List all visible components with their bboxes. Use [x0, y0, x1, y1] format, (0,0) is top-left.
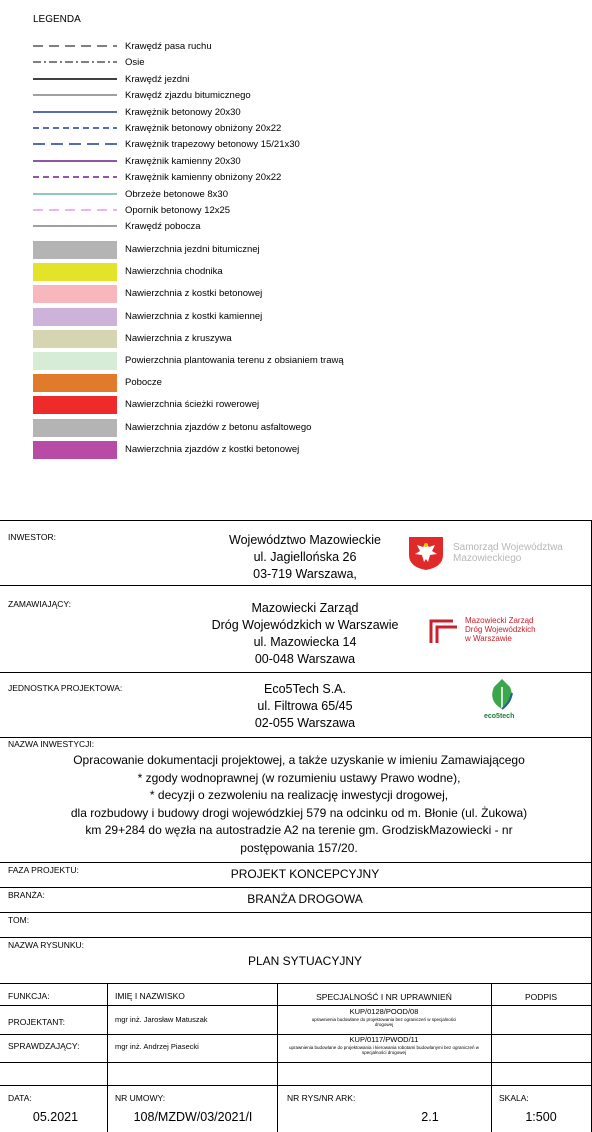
investment-line: postępowania 157/20.	[240, 840, 358, 855]
legend-fill-item	[33, 396, 573, 414]
fill-swatch	[33, 263, 117, 281]
logo-text: Samorząd Województwa	[453, 542, 563, 553]
leaf-icon	[480, 679, 524, 713]
divider	[0, 1062, 592, 1063]
legend-fill-label: Nawierzchnia z kostki betonowej	[125, 288, 263, 300]
investment-line: km 29+284 do węzła na autostradzie A2 na terenie gm. GrodziskMazowiecki - nr	[85, 823, 513, 837]
fill-swatch	[33, 285, 117, 303]
logo-text: Mazowieckiego	[453, 553, 522, 564]
drawing-label: NAZWA RYSUNKU:	[8, 940, 85, 950]
investment-line: * decyzji o zezwoleniu na realizację inwestycji drogowej,	[149, 788, 449, 802]
legend-fill-item	[33, 308, 573, 326]
client-name-2: Dróg Wojewódzkich w Warszawie	[211, 618, 399, 632]
col-header-signature: PODPIS	[524, 992, 558, 1002]
logo-text: Mazowiecki Zarząd	[465, 616, 534, 625]
scale-value: 1:500	[525, 1110, 557, 1124]
client-name: Mazowiecki Zarząd	[251, 601, 359, 615]
date-label: DATA:	[8, 1093, 32, 1103]
line-style-icon	[33, 206, 117, 214]
contract-value: 108/MZDW/03/2021/I	[133, 1110, 253, 1124]
legend-line-label: Krawężnik betonowy obniżony 20x22	[125, 123, 282, 134]
legend-line-item	[33, 137, 573, 153]
col-header-permit: SPECJALNOŚĆ I NR UPRAWNIEŃ	[316, 992, 452, 1002]
legend-line-label: Osie	[125, 57, 145, 69]
line-style-icon	[33, 124, 117, 132]
road-sign-icon	[427, 613, 461, 645]
legend-fill-item	[33, 241, 573, 259]
col-header-function: FUNKCJA:	[8, 991, 50, 1001]
fill-swatch	[33, 441, 117, 459]
legend-line-item	[33, 72, 573, 88]
legend-fill-label: Nawierzchnia z kruszywa	[125, 332, 232, 344]
divider	[0, 1085, 592, 1086]
line-style-icon	[33, 42, 117, 50]
designer-street: ul. Filtrowa 65/45	[257, 699, 353, 713]
investor-address	[190, 532, 420, 583]
divider	[0, 672, 592, 673]
legend-line-item	[33, 39, 573, 55]
fill-swatch	[33, 330, 117, 348]
divider	[107, 983, 108, 1085]
fill-swatch	[33, 419, 117, 437]
client-address	[180, 600, 430, 668]
branch-label: BRANŻA:	[8, 890, 45, 900]
legend-fill-item	[33, 441, 573, 459]
legend-line-label: Krawędź pobocza	[125, 221, 201, 233]
row-name: mgr inż. Andrzej Piasecki	[115, 1042, 199, 1051]
legend-fill-item	[33, 352, 573, 370]
legend-line-item	[33, 55, 573, 71]
fill-swatch	[33, 352, 117, 370]
legend-fill-item	[33, 330, 573, 348]
legend-line-label: Krawężnik kamienny 20x30	[125, 155, 241, 167]
fill-swatch	[33, 241, 117, 259]
line-style-icon	[33, 157, 117, 165]
investor-city: 03-719 Warszawa,	[253, 567, 357, 581]
legend-line-item	[33, 187, 573, 203]
fill-swatch	[33, 396, 117, 414]
eagle-shield-icon	[407, 535, 445, 571]
sheet-label: NR RYS/NR ARK:	[287, 1093, 356, 1103]
fill-swatch	[33, 308, 117, 326]
legend-fill-label: Pobocze	[125, 377, 162, 389]
row-function: SPRAWDZAJĄCY:	[8, 1041, 80, 1051]
legend-fill-label: Nawierzchnia zjazdów z kostki betonowej	[125, 443, 300, 455]
divider	[0, 737, 592, 738]
designer-label: JEDNOSTKA PROJEKTOWA:	[8, 683, 123, 693]
divider	[0, 983, 592, 984]
row-function: PROJEKTANT:	[8, 1017, 65, 1027]
mzdw-logo	[427, 613, 587, 649]
divider	[107, 1085, 108, 1132]
row-permit: KUP/0117/PWOD/11	[349, 1035, 419, 1044]
legend-line-label: Krawędź pasa ruchu	[125, 41, 212, 52]
legend-fill-item	[33, 374, 573, 392]
divider	[0, 862, 592, 863]
legend-fill-item	[33, 285, 573, 303]
row-name: mgr inż. Jarosław Matuszak	[115, 1015, 208, 1024]
legend-line-label: Krawężnik kamienny obniżony 20x22	[125, 172, 282, 184]
investor-name: Województwo Mazowieckie	[229, 533, 381, 547]
legend-line-label: Krawędź jezdni	[125, 73, 190, 85]
client-city: 00-048 Warszawa	[254, 652, 356, 666]
scale-label: SKALA:	[499, 1093, 529, 1103]
divider	[0, 912, 592, 913]
designer-address	[205, 681, 405, 732]
col-header-name: IMIĘ I NAZWISKO	[115, 991, 185, 1001]
investment-label: NAZWA INWESTYCJI:	[8, 739, 95, 749]
line-style-icon	[33, 190, 117, 198]
drawing-value: PLAN SYTUACYJNY	[247, 954, 363, 968]
investment-line: * zgody wodnoprawnej (w rozumieniu ustawy Prawo wodne),	[137, 770, 461, 785]
line-style-icon	[33, 75, 117, 83]
legend-line-item	[33, 170, 573, 186]
legend-fill-label: Nawierzchnia chodnika	[125, 266, 223, 278]
legend-fill-item	[33, 263, 573, 281]
date-value: 05.2021	[32, 1110, 79, 1124]
legend-fill-label: Nawierzchnia z kostki kamiennej	[125, 310, 263, 322]
divider	[0, 937, 592, 938]
legend-fill-label: Nawierzchnia jezdni bitumicznej	[125, 244, 260, 255]
investment-description	[14, 752, 584, 857]
legend-fill-item	[33, 419, 573, 437]
sheet-value: 2.1	[421, 1110, 439, 1124]
legend-fill-label: Nawierzchnia ścieżki rowerowej	[125, 399, 260, 411]
branch-value: BRANŻA DROGOWA	[247, 892, 363, 906]
eco5tech-logo	[480, 679, 524, 723]
legend-line-item	[33, 154, 573, 170]
investor-street: ul. Jagiellońska 26	[253, 550, 357, 564]
line-style-icon	[33, 108, 117, 116]
line-style-icon	[33, 140, 117, 148]
investor-label: INWESTOR:	[8, 532, 57, 542]
legend	[0, 0, 592, 520]
legend-line-item	[33, 88, 573, 104]
fill-swatch	[33, 374, 117, 392]
legend-line-label: Krawędź zjazdu bitumicznego	[125, 90, 251, 102]
legend-line-item	[33, 203, 573, 219]
line-style-icon	[33, 222, 117, 230]
legend-line-label: Krawężnik trapezowy betonowy 15/21x30	[125, 139, 300, 151]
divider	[277, 1085, 278, 1132]
divider	[0, 887, 592, 888]
divider	[0, 1005, 592, 1006]
contract-label: NR UMOWY:	[115, 1093, 166, 1103]
legend-fill-label: Nawierzchnia zjazdów z betonu asfaltowego	[125, 421, 312, 433]
phase-label: FAZA PROJEKTU:	[8, 865, 79, 875]
investment-line: dla rozbudowy i budowy drogi wojewódzkiej 579 na odcinku od m. Błonie (ul. Żukowa)	[70, 805, 528, 820]
row-permit-note: uprawnienia budowlane do projektowania bez ograniczeń w specjalności drogowej	[311, 1017, 457, 1027]
client-street: ul. Mazowiecka 14	[253, 635, 357, 649]
legend-line-item	[33, 219, 573, 235]
row-permit-note: uprawnienia budowlane do projektowania i kierowania robotami budowlanymi bez ograniczeń w specjalności drogowej	[288, 1045, 480, 1055]
logo-text: w Warszawie	[465, 634, 512, 643]
client-label: ZAMAWIAJĄCY:	[8, 599, 71, 609]
phase-value: PROJEKT KONCEPCYJNY	[230, 867, 380, 881]
legend-line-label: Krawężnik betonowy 20x30	[125, 106, 241, 118]
line-style-icon	[33, 58, 117, 66]
line-style-icon	[33, 173, 117, 181]
investment-line: Opracowanie dokumentacji projektowej, a także uzyskanie w imieniu Zamawiającego	[73, 753, 525, 767]
designer-name: Eco5Tech S.A.	[264, 682, 346, 696]
logo-text: eco5tech	[484, 713, 515, 720]
line-style-icon	[33, 91, 117, 99]
volume-label: TOM:	[8, 915, 30, 925]
designer-city: 02-055 Warszawa	[254, 716, 356, 730]
legend-line-item	[33, 105, 573, 121]
divider	[0, 585, 592, 586]
legend-title: LEGENDA	[33, 14, 81, 25]
legend-fill-label: Powierzchnia plantowania terenu z obsianiem trawą	[125, 355, 344, 366]
row-permit: KUP/0128/POOD/08	[349, 1007, 419, 1016]
logo-text: Dróg Wojewódzkich	[465, 625, 536, 634]
legend-line-item	[33, 121, 573, 137]
legend-line-label: Opornik betonowy 12x25	[125, 205, 231, 216]
legend-line-label: Obrzeże betonowe 8x30	[125, 188, 228, 200]
mazowieckie-logo	[407, 535, 587, 571]
